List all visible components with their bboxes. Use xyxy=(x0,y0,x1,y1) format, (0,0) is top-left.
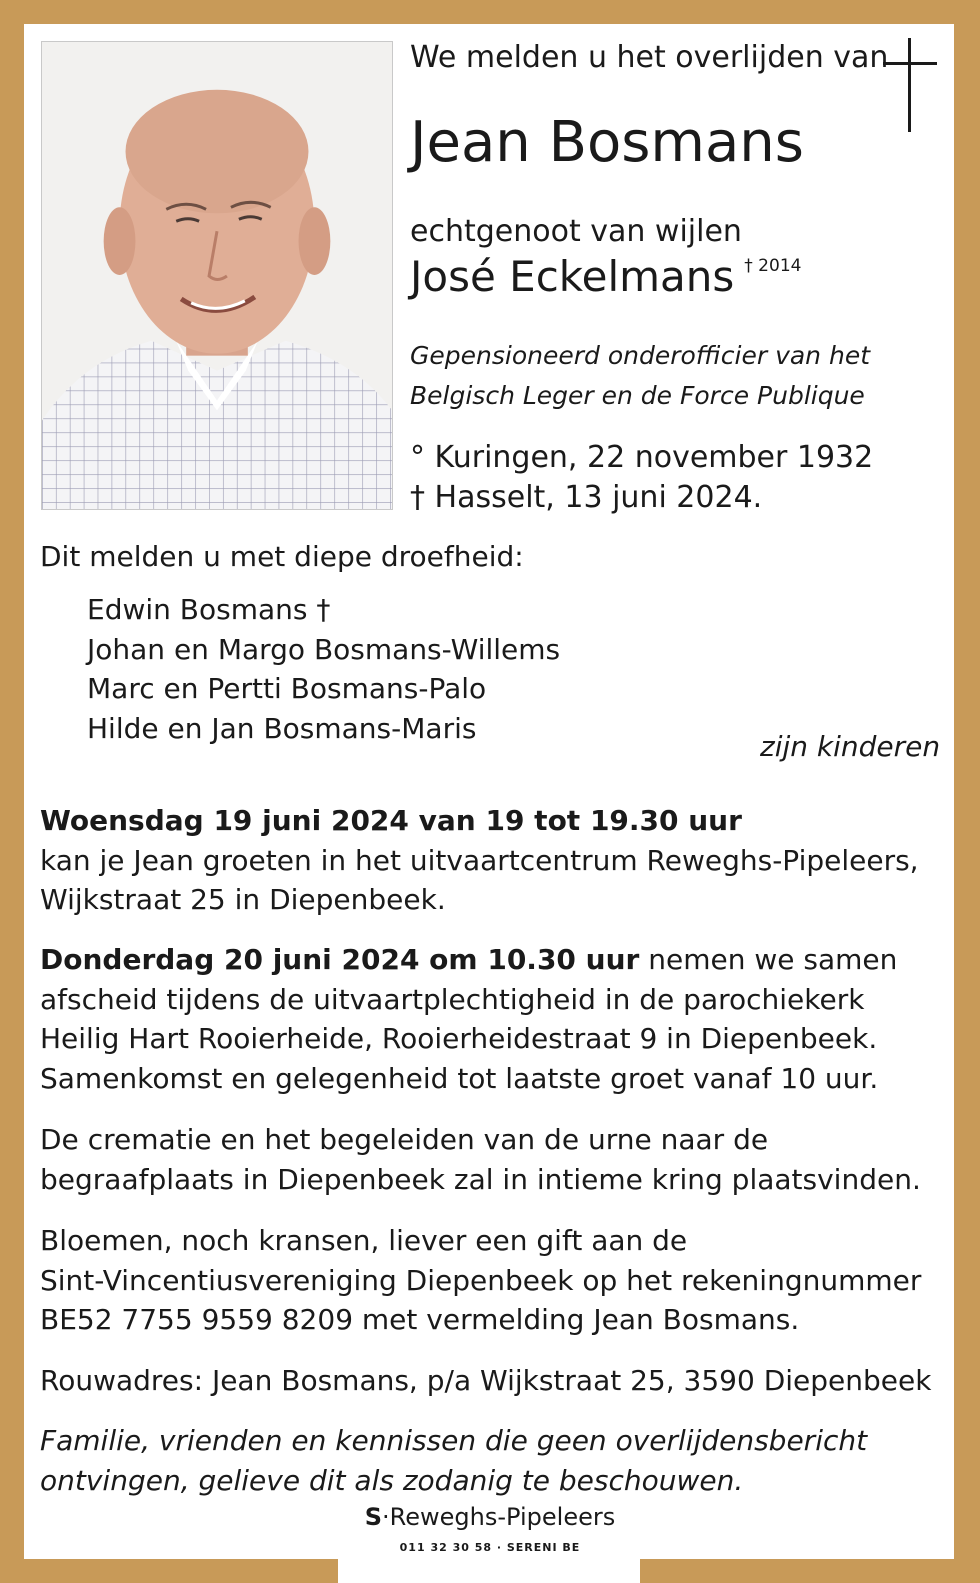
life-dates xyxy=(410,438,873,518)
children-list xyxy=(87,590,560,748)
cremation-line: De crematie en het begeleiden van de urne naar de xyxy=(40,1123,769,1156)
funeral-home-name: ·Reweghs-Pipeleers xyxy=(382,1503,616,1531)
occupation-line: Belgisch Leger en de Force Publique xyxy=(410,381,865,410)
visitation-when: Woensdag 19 juni 2024 van 19 tot 19.30 uur xyxy=(40,804,742,837)
ceremony-line: Heilig Hart Rooierheide, Rooierheidestraat 9 in Diepenbeek. xyxy=(40,1022,878,1055)
spouse-name-line xyxy=(410,252,801,301)
closing-line: Familie, vrienden en kennissen die geen overlijdensbericht xyxy=(40,1424,868,1457)
ceremony-line: Samenkomst en gelegenheid tot laatste groet vanaf 10 uur. xyxy=(40,1061,879,1095)
donation-line: Bloemen, noch kransen, liever een gift aan de xyxy=(40,1224,688,1257)
donation-line: BE52 7755 9559 8209 met vermelding Jean Bosmans. xyxy=(40,1303,800,1336)
ceremony-line: afscheid tijdens de uitvaartplechtigheid in de parochiekerk xyxy=(40,982,865,1016)
spouse-name: José Eckelmans xyxy=(410,252,735,301)
spouse-death-year: † 2014 xyxy=(744,256,802,276)
child-entry: Hilde en Jan Bosmans-Maris xyxy=(87,711,477,745)
death-date: † Hasselt, 13 juni 2024. xyxy=(410,480,763,515)
occupation xyxy=(410,336,870,416)
donation-paragraph xyxy=(40,1221,921,1340)
closing-paragraph xyxy=(40,1421,867,1500)
child-entry: Johan en Margo Bosmans-Willems xyxy=(87,632,561,666)
mourners-lead: Dit melden u met diepe droefheid: xyxy=(40,540,524,573)
ceremony-line: nemen we samen xyxy=(639,943,898,976)
birth-date: ° Kuringen, 22 november 1932 xyxy=(410,440,874,475)
latin-cross-icon xyxy=(883,38,937,132)
visitation-line: kan je Jean groeten in het uitvaartcentrum Reweghs-Pipeleers, xyxy=(40,843,919,877)
ceremony-paragraph xyxy=(40,940,897,1098)
ceremony-when: Donderdag 20 juni 2024 om 10.30 uur xyxy=(40,943,640,976)
funeral-home-brand xyxy=(0,1503,980,1531)
child-entry: Marc en Pertti Bosmans-Palo xyxy=(87,672,487,705)
portrait-photo xyxy=(41,41,393,510)
announcement-intro: We melden u het overlijden van xyxy=(410,40,889,75)
visitation-line: Wijkstraat 25 in Diepenbeek. xyxy=(40,883,446,916)
cremation-line: begraafplaats in Diepenbeek zal in intieme kring plaatsvinden. xyxy=(40,1162,921,1196)
funeral-home-contact: 011 32 30 58 · SERENI BE xyxy=(399,1541,581,1554)
deceased-name: Jean Bosmans xyxy=(410,110,804,175)
mourning-address: Rouwadres: Jean Bosmans, p/a Wijkstraat 25, 3590 Diepenbeek xyxy=(40,1364,932,1397)
child-entry: Edwin Bosmans † xyxy=(87,593,331,626)
visitation-paragraph xyxy=(40,801,919,920)
funeral-home-logo: S xyxy=(364,1503,383,1531)
donation-line: Sint-Vincentiusvereniging Diepenbeek op het rekeningnummer xyxy=(40,1263,922,1297)
children-label: zijn kinderen xyxy=(760,730,941,763)
cremation-paragraph xyxy=(40,1120,921,1199)
occupation-line: Gepensioneerd onderofficier van het xyxy=(410,341,870,370)
closing-line: ontvingen, gelieve dit als zodanig te beschouwen. xyxy=(40,1463,744,1497)
spouse-label: echtgenoot van wijlen xyxy=(410,214,742,249)
